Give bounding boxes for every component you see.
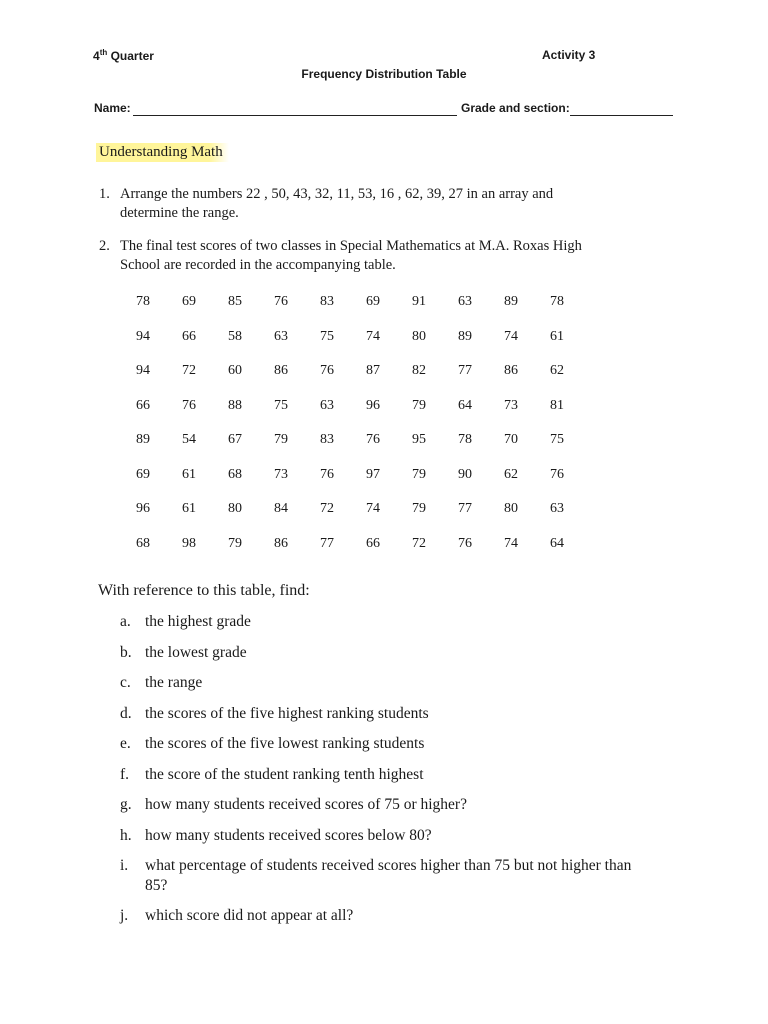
subquestion-item bbox=[120, 704, 660, 735]
score-cell: 97 bbox=[366, 466, 380, 482]
subquestion-letter: b. bbox=[120, 643, 132, 661]
score-cell: 79 bbox=[412, 397, 426, 413]
score-cell: 79 bbox=[274, 432, 288, 448]
table-row bbox=[120, 492, 580, 527]
score-cell: 80 bbox=[228, 501, 242, 517]
reference-instruction: With reference to this table, find: bbox=[98, 582, 310, 599]
score-cell: 96 bbox=[136, 501, 150, 517]
section-heading: Understanding Math bbox=[96, 143, 229, 162]
score-cell: 70 bbox=[504, 432, 518, 448]
score-cell: 74 bbox=[366, 328, 380, 344]
score-cell: 86 bbox=[274, 363, 288, 379]
score-cell: 89 bbox=[504, 294, 518, 310]
subquestion-text: the highest grade bbox=[145, 613, 251, 630]
score-cell: 63 bbox=[458, 294, 472, 310]
subquestion-text: how many students received scores of 75 or higher? bbox=[145, 796, 467, 813]
table-row bbox=[120, 389, 580, 424]
grade-section-blank-line[interactable] bbox=[570, 115, 673, 116]
score-cell: 94 bbox=[136, 328, 150, 344]
score-cell: 76 bbox=[458, 535, 472, 551]
question-1 bbox=[99, 185, 599, 225]
score-cell: 89 bbox=[458, 328, 472, 344]
name-label: Name: bbox=[94, 101, 131, 115]
score-cell: 73 bbox=[504, 397, 518, 413]
score-cell: 66 bbox=[182, 328, 196, 344]
activity-label: Activity 3 bbox=[542, 48, 596, 62]
score-cell: 61 bbox=[182, 501, 196, 517]
score-cell: 95 bbox=[412, 432, 426, 448]
score-cell: 90 bbox=[458, 466, 472, 482]
subquestion-text: the scores of the five highest ranking students bbox=[145, 704, 429, 722]
score-cell: 74 bbox=[504, 535, 518, 551]
score-cell: 69 bbox=[366, 294, 380, 310]
score-cell: 82 bbox=[412, 363, 426, 379]
score-cell: 63 bbox=[274, 328, 288, 344]
score-cell: 74 bbox=[504, 328, 518, 344]
score-cell: 86 bbox=[504, 363, 518, 379]
score-cell: 74 bbox=[366, 501, 380, 517]
score-cell: 75 bbox=[320, 328, 334, 344]
score-cell: 76 bbox=[182, 397, 196, 413]
subquestion-letter: h. bbox=[120, 826, 132, 844]
subquestion-text: which score did not appear at all? bbox=[145, 907, 354, 924]
score-cell: 72 bbox=[412, 535, 426, 551]
score-cell: 91 bbox=[412, 294, 426, 310]
score-cell: 80 bbox=[412, 328, 426, 344]
grade-section-label: Grade and section: bbox=[461, 101, 570, 115]
score-cell: 76 bbox=[550, 466, 564, 482]
score-cell: 79 bbox=[412, 466, 426, 482]
subquestion-item bbox=[120, 856, 660, 906]
score-cell: 83 bbox=[320, 432, 334, 448]
name-blank-line[interactable] bbox=[133, 115, 457, 116]
scores-table bbox=[120, 285, 580, 561]
subquestion-text: the score of the student ranking tenth highest bbox=[145, 765, 424, 783]
score-cell: 61 bbox=[182, 466, 196, 482]
subquestion-text: the range bbox=[145, 674, 203, 691]
score-cell: 69 bbox=[136, 466, 150, 482]
subquestion-item bbox=[120, 612, 660, 643]
score-cell: 61 bbox=[550, 328, 564, 344]
subquestion-letter: g. bbox=[120, 796, 132, 813]
score-cell: 77 bbox=[320, 535, 334, 551]
scores-table-body bbox=[120, 285, 580, 561]
score-cell: 60 bbox=[228, 363, 242, 379]
score-cell: 81 bbox=[550, 397, 564, 413]
score-cell: 72 bbox=[182, 363, 196, 379]
score-cell: 54 bbox=[182, 432, 196, 448]
score-cell: 69 bbox=[182, 294, 196, 310]
score-cell: 89 bbox=[136, 432, 150, 448]
quarter-number: 4 bbox=[93, 49, 100, 63]
table-row bbox=[120, 527, 580, 562]
table-row bbox=[120, 320, 580, 355]
score-cell: 85 bbox=[228, 294, 242, 310]
subquestion-item bbox=[120, 826, 660, 857]
score-cell: 62 bbox=[504, 466, 518, 482]
score-cell: 63 bbox=[550, 501, 564, 517]
score-cell: 96 bbox=[366, 397, 380, 413]
quarter-label bbox=[93, 48, 154, 63]
score-cell: 80 bbox=[504, 501, 518, 517]
score-cell: 77 bbox=[458, 501, 472, 517]
score-cell: 88 bbox=[228, 397, 242, 413]
subquestion-letter: e. bbox=[120, 735, 131, 752]
table-row bbox=[120, 458, 580, 493]
score-cell: 63 bbox=[320, 397, 334, 413]
score-cell: 86 bbox=[274, 535, 288, 551]
quarter-suffix: th bbox=[99, 48, 108, 57]
score-cell: 98 bbox=[182, 535, 196, 551]
document-title: Frequency Distribution Table bbox=[301, 67, 467, 81]
score-cell: 68 bbox=[136, 535, 150, 551]
subquestion-letter: f. bbox=[120, 765, 130, 783]
score-cell: 62 bbox=[550, 363, 564, 379]
subquestion-item bbox=[120, 906, 660, 937]
subquestion-letter: i. bbox=[120, 857, 129, 874]
score-cell: 78 bbox=[136, 294, 150, 310]
score-cell: 94 bbox=[136, 363, 150, 379]
quarter-word: Quarter bbox=[110, 49, 154, 63]
score-cell: 75 bbox=[274, 397, 288, 413]
question-text: The final test scores of two classes in Special Mathematics at M.A. Roxas High School are recorded in the accompanying table. bbox=[120, 238, 582, 273]
subquestion-item bbox=[120, 734, 660, 765]
score-cell: 76 bbox=[274, 294, 288, 310]
score-cell: 84 bbox=[274, 501, 288, 517]
subquestion-item bbox=[120, 795, 660, 826]
score-cell: 83 bbox=[320, 294, 334, 310]
score-cell: 87 bbox=[366, 363, 380, 379]
subquestion-letter: j. bbox=[120, 907, 129, 924]
table-row bbox=[120, 285, 580, 320]
score-cell: 76 bbox=[320, 363, 334, 379]
question-number: 2. bbox=[99, 238, 110, 254]
score-cell: 78 bbox=[550, 294, 564, 310]
subquestion-item bbox=[120, 673, 660, 704]
score-cell: 67 bbox=[228, 432, 242, 448]
score-cell: 64 bbox=[458, 397, 472, 413]
subquestion-list bbox=[120, 612, 660, 937]
score-cell: 58 bbox=[228, 328, 242, 344]
score-cell: 76 bbox=[366, 432, 380, 448]
question-2 bbox=[99, 237, 599, 277]
score-cell: 72 bbox=[320, 501, 334, 517]
score-cell: 78 bbox=[458, 432, 472, 448]
score-cell: 66 bbox=[136, 397, 150, 413]
subquestion-text: the lowest grade bbox=[145, 643, 247, 661]
score-cell: 75 bbox=[550, 432, 564, 448]
question-text: Arrange the numbers 22 , 50, 43, 32, 11, 53, 16 , 62, 39, 27 in an array and determine the range. bbox=[120, 186, 554, 221]
score-cell: 76 bbox=[320, 466, 334, 482]
table-row bbox=[120, 354, 580, 389]
score-cell: 79 bbox=[228, 535, 242, 551]
subquestion-text: how many students received scores below 80? bbox=[145, 826, 432, 844]
question-number: 1. bbox=[99, 186, 110, 202]
subquestion-text: the scores of the five lowest ranking students bbox=[145, 735, 425, 752]
score-cell: 73 bbox=[274, 466, 288, 482]
table-row bbox=[120, 423, 580, 458]
score-cell: 79 bbox=[412, 501, 426, 517]
subquestion-item bbox=[120, 765, 660, 796]
score-cell: 66 bbox=[366, 535, 380, 551]
score-cell: 77 bbox=[458, 363, 472, 379]
score-cell: 68 bbox=[228, 466, 242, 482]
subquestion-letter: d. bbox=[120, 704, 132, 722]
subquestion-item bbox=[120, 643, 660, 674]
subquestion-letter: c. bbox=[120, 674, 131, 691]
score-cell: 64 bbox=[550, 535, 564, 551]
subquestion-text: what percentage of students received scores higher than 75 but not higher than 85? bbox=[145, 857, 632, 894]
subquestion-letter: a. bbox=[120, 613, 131, 630]
